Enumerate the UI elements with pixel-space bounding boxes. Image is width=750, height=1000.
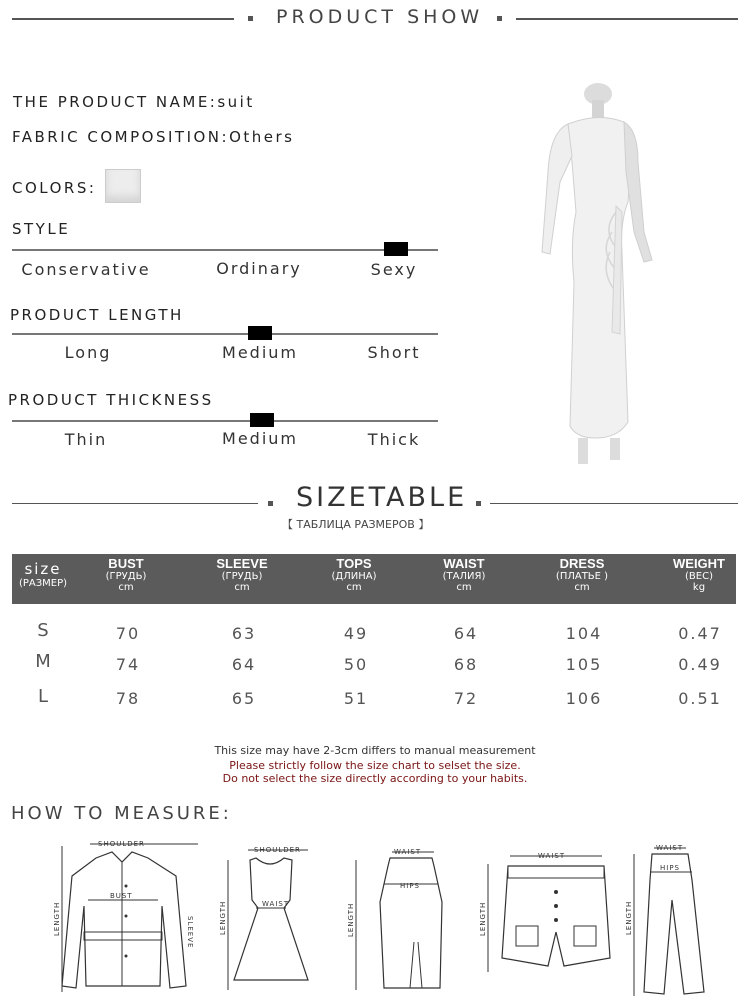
header-bust bbox=[106, 556, 147, 593]
size-warning-1: Please strictly follow the size chart to selset the size. bbox=[229, 759, 521, 772]
product-name-value: suit bbox=[217, 93, 255, 111]
measurement-note: This size may have 2-3cm differs to manual measurement bbox=[214, 744, 536, 757]
skirt-measure-diagram bbox=[344, 842, 454, 992]
sizetable-divider-right bbox=[490, 503, 738, 504]
header-weight-main: WEIGHT bbox=[673, 556, 725, 571]
how-to-measure-title: HOW TO MEASURE: bbox=[11, 803, 232, 824]
style-scale-line bbox=[12, 249, 438, 251]
row-m-dress: 105 bbox=[565, 655, 603, 674]
row-s-dress: 104 bbox=[565, 624, 603, 643]
header-dot-right bbox=[497, 16, 502, 21]
jacket-length-label: LENGTH bbox=[53, 901, 61, 936]
header-waist-unit: cm bbox=[456, 582, 472, 593]
thickness-option-thin: Thin bbox=[64, 430, 108, 449]
skirt-waist-label: WAIST bbox=[394, 848, 422, 856]
header-bust-sub: (ГРУДЬ) bbox=[105, 571, 147, 582]
header-weight-sub: (ВЕС) bbox=[685, 571, 713, 582]
jacket-measure-diagram bbox=[50, 836, 200, 996]
style-marker bbox=[384, 242, 408, 256]
row-m-size: M bbox=[35, 651, 53, 672]
row-s-weight: 0.47 bbox=[678, 624, 722, 643]
skirt-length-label: LENGTH bbox=[347, 902, 355, 937]
sizetable-divider-left bbox=[12, 503, 258, 504]
header-weight-unit: kg bbox=[692, 582, 706, 593]
header-divider-left bbox=[12, 18, 234, 20]
pants-length-label: LENGTH bbox=[625, 900, 633, 935]
row-s-waist: 64 bbox=[453, 624, 479, 643]
row-s-tops: 49 bbox=[343, 624, 369, 643]
header-size-main: size bbox=[24, 560, 62, 578]
header-sleeve-main: SLEEVE bbox=[216, 556, 268, 571]
header-waist bbox=[443, 556, 486, 593]
page-title: PRODUCT SHOW bbox=[276, 6, 484, 28]
length-option-medium: Medium bbox=[222, 343, 298, 362]
shorts-measure-diagram bbox=[476, 846, 616, 976]
length-option-short: Short bbox=[367, 343, 421, 362]
pants-measure-diagram bbox=[624, 840, 714, 998]
jacket-shoulder-label: SHOULDER bbox=[98, 840, 145, 848]
style-label: STYLE bbox=[12, 220, 71, 238]
pants-waist-label: WAIST bbox=[656, 844, 684, 852]
row-l-size: L bbox=[37, 686, 51, 707]
header-tops-unit: cm bbox=[346, 582, 362, 593]
header-dot-left bbox=[248, 16, 253, 21]
header-tops-sub: (ДЛИНА) bbox=[331, 571, 377, 582]
row-m-waist: 68 bbox=[453, 655, 479, 674]
row-s-sleeve: 63 bbox=[231, 624, 257, 643]
thickness-option-medium: Medium bbox=[222, 429, 298, 448]
fabric-label: FABRIC COMPOSITION: bbox=[12, 128, 230, 146]
sizetable-subtitle: 【 ТАБЛИЦА РАЗМЕРОВ 】 bbox=[282, 518, 430, 531]
style-option-sexy: Sexy bbox=[370, 260, 418, 279]
size-warning-2: Do not select the size directly according to your habits. bbox=[222, 772, 528, 785]
header-tops-main: TOPS bbox=[336, 556, 372, 571]
row-l-sleeve: 65 bbox=[231, 689, 257, 708]
sizetable-dot-left bbox=[268, 501, 273, 506]
length-marker bbox=[248, 326, 272, 340]
product-photo bbox=[520, 82, 670, 472]
jacket-sleeve-label: SLEEVE bbox=[186, 916, 194, 949]
header-tops bbox=[332, 556, 377, 593]
header-dress bbox=[556, 556, 608, 593]
row-l-bust: 78 bbox=[115, 689, 141, 708]
row-s-bust: 70 bbox=[115, 624, 141, 643]
dress-measure-diagram bbox=[214, 840, 314, 995]
length-option-long: Long bbox=[64, 343, 112, 362]
color-swatch-white[interactable] bbox=[105, 169, 141, 203]
header-dress-unit: cm bbox=[574, 582, 590, 593]
header-sleeve bbox=[216, 556, 267, 593]
dress-length-label: LENGTH bbox=[219, 900, 227, 935]
thickness-scale-line bbox=[12, 420, 438, 422]
row-m-bust: 74 bbox=[115, 655, 141, 674]
shorts-length-label: LENGTH bbox=[479, 901, 487, 936]
colors-label: COLORS: bbox=[12, 179, 97, 197]
sizetable-dot-right bbox=[476, 501, 481, 506]
length-label: PRODUCT LENGTH bbox=[10, 306, 184, 324]
header-dress-sub: (ПЛАТЬЕ ) bbox=[555, 571, 609, 582]
row-l-tops: 51 bbox=[343, 689, 369, 708]
shorts-waist-label: WAIST bbox=[538, 852, 566, 860]
row-m-tops: 50 bbox=[343, 655, 369, 674]
row-s-size: S bbox=[37, 620, 51, 641]
jacket-bust-label: BUST bbox=[110, 892, 133, 900]
product-name-row bbox=[13, 93, 255, 111]
header-weight bbox=[673, 556, 725, 593]
header-dress-main: DRESS bbox=[559, 556, 605, 571]
thickness-label: PRODUCT THICKNESS bbox=[8, 391, 214, 409]
product-name-label: THE PRODUCT NAME: bbox=[13, 93, 218, 111]
length-scale-line bbox=[12, 333, 438, 335]
dress-waist-label: WAIST bbox=[262, 900, 290, 908]
header-size bbox=[19, 560, 67, 589]
row-m-sleeve: 64 bbox=[231, 655, 257, 674]
style-option-ordinary: Ordinary bbox=[216, 259, 302, 278]
row-l-waist: 72 bbox=[453, 689, 479, 708]
header-waist-sub: (ТАЛИЯ) bbox=[442, 571, 486, 582]
header-divider-right bbox=[516, 18, 738, 20]
pants-hips-label: HIPS bbox=[660, 864, 680, 872]
header-sleeve-unit: cm bbox=[234, 582, 250, 593]
dress-shoulder-label: SHOULDER bbox=[254, 846, 301, 854]
fabric-value: Others bbox=[229, 128, 295, 146]
style-option-conservative: Conservative bbox=[21, 260, 151, 279]
sizetable-title: SIZETABLE bbox=[296, 482, 468, 513]
fabric-row bbox=[12, 128, 294, 146]
thickness-option-thick: Thick bbox=[367, 430, 421, 449]
row-m-weight: 0.49 bbox=[678, 655, 722, 674]
row-l-dress: 106 bbox=[565, 689, 603, 708]
row-l-weight: 0.51 bbox=[678, 689, 722, 708]
header-bust-unit: cm bbox=[118, 582, 134, 593]
skirt-hips-label: HIPS bbox=[400, 882, 420, 890]
header-bust-main: BUST bbox=[108, 556, 144, 571]
thickness-marker bbox=[250, 413, 274, 427]
header-sleeve-sub: (ГРУДЬ) bbox=[221, 571, 263, 582]
header-size-sub: (РАЗМЕР) bbox=[18, 578, 68, 589]
header-waist-main: WAIST bbox=[443, 556, 485, 571]
